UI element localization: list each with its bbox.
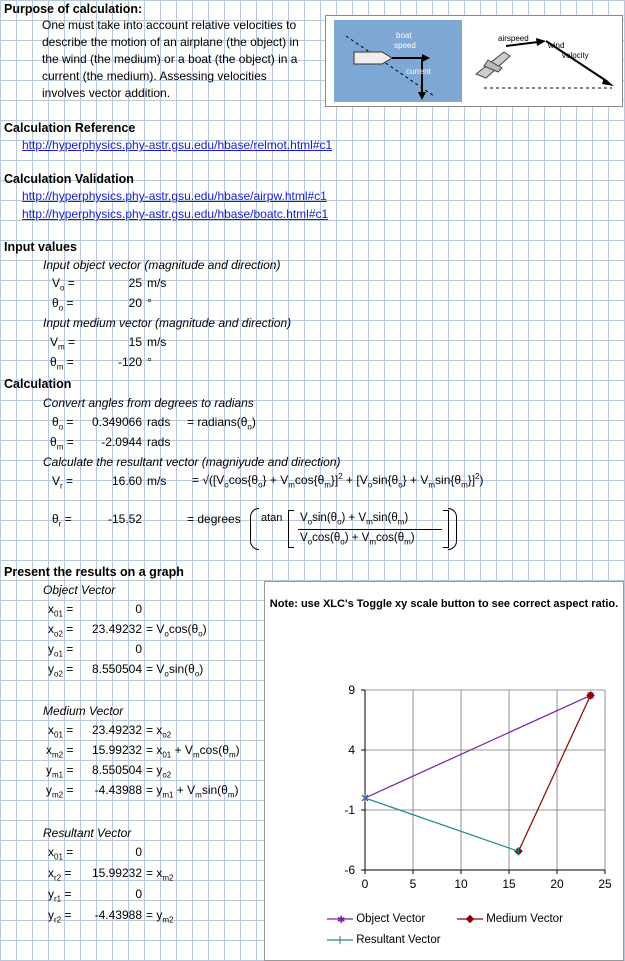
convert-caption: Convert angles from degrees to radians — [43, 396, 254, 410]
x-tick-label-4: 20 — [550, 877, 564, 891]
validation-link-boatc[interactable]: http://hyperphysics.phy-astr.gsu.edu/hbase/boatc.html#c1 — [22, 207, 329, 221]
purpose-title: Purpose of calculation: — [4, 2, 143, 16]
series-line-1 — [519, 695, 591, 851]
med-ym2-label: $y_{m2}$ = — [46, 783, 74, 800]
res-yr1-label: $y_{r1}$ = — [48, 887, 72, 904]
purpose-text: One must take into account relative velocities to describe the motion of an airplane (the object) in the wind (the medium) or a boat (the object) in a current (the medium). Assessing velocities involves vector addition. — [42, 18, 299, 100]
chart-series — [362, 691, 595, 855]
legend-medium-swatch — [457, 914, 483, 924]
reference-title: Calculation Reference — [4, 121, 136, 135]
obj-yo2-value: 8.550504 — [91, 662, 142, 676]
series-line-2 — [365, 798, 519, 851]
x-tick-label-5: 25 — [598, 877, 612, 891]
theta-o-rad-value: 0.349066 — [91, 415, 142, 429]
y-tick-label-2: -1 — [344, 803, 355, 817]
vr-label: $V_r$ = — [52, 474, 74, 491]
current-label: current — [406, 67, 431, 76]
chart-ticks — [344, 683, 612, 891]
chart-note: Note: use XLC's Toggle xy scale button to see correct aspect ratio. — [269, 598, 619, 610]
calculation-title: Calculation — [4, 377, 72, 391]
formula-open-bracket — [288, 510, 294, 548]
res-yr2-label: $y_{r2}$ = — [48, 908, 72, 925]
vr-unit: m/s — [147, 474, 167, 488]
med-ym2-value: -4.43988 — [94, 783, 142, 797]
wind-label: wind — [548, 41, 565, 50]
obj-yo2-label: $y_{o2}$ = — [48, 662, 74, 679]
obj-x01-label: $x_{01}$ = — [48, 602, 74, 619]
legend-medium-vector — [457, 913, 563, 925]
legend-resultant-vector — [327, 934, 441, 946]
obj-yo1-value: 0 — [135, 642, 142, 656]
theta-m-rad-unit: rads — [147, 435, 171, 449]
med-x01-label: $x_{01}$ = — [48, 723, 74, 740]
theta-o-rad-unit: rads — [147, 415, 171, 429]
svg-text:✱: ✱ — [337, 914, 346, 924]
legend-medium-label: Medium Vector — [486, 913, 563, 925]
atan-label: atan — [261, 512, 283, 524]
med-xm2-label: $x_{m2}$ = — [46, 743, 74, 760]
theta-m-rad-label: $\theta_m$ = — [50, 435, 74, 452]
theta-o-label: $\theta_o$ = — [52, 296, 74, 313]
med-ym2-formula: = $y_{m1} + V_m\sin(\theta_m)$ — [146, 783, 239, 800]
vm-value: 15 — [128, 335, 142, 349]
object-vector-heading: Object Vector — [43, 583, 116, 597]
med-ym1-label: $y_{m1}$ = — [46, 763, 74, 780]
obj-xo2-label: $x_{o2}$ = — [48, 622, 74, 639]
validation-title: Calculation Validation — [4, 172, 134, 186]
theta-o-rad-label: $\theta_o$ = — [52, 415, 74, 432]
obj-xo2-value: 23.49232 — [91, 622, 142, 636]
obj-x01-value: 0 — [135, 602, 142, 616]
obj-xo2-formula: = $V_o\cos(\theta_o)$ — [146, 622, 207, 639]
res-yr1-value: 0 — [135, 887, 142, 901]
chart-grid — [365, 690, 605, 870]
obj-yo2-formula: = $V_o\sin(\theta_o)$ — [146, 662, 204, 679]
x-tick-label-3: 15 — [502, 877, 516, 891]
theta-m-label: $\theta_m$ = — [50, 355, 74, 372]
velocity-label: velocity — [562, 51, 589, 60]
med-ym1-value: 8.550504 — [91, 763, 142, 777]
fraction-bar — [298, 529, 442, 530]
radians-formula: = $radians(\theta_o)$ — [187, 415, 256, 432]
medium-vector-caption: Input medium vector (magnitude and direction) — [43, 316, 292, 330]
boat-label: boat — [396, 31, 412, 40]
legend-resultant-label: Resultant Vector — [356, 934, 441, 946]
obj-yo1-label: $y_{o1}$ = — [48, 642, 74, 659]
vo-label: $V_o$ = — [52, 276, 75, 293]
vm-label: $V_m$ = — [50, 335, 76, 352]
vo-unit: m/s — [147, 276, 167, 290]
res-x01-value: 0 — [135, 845, 142, 859]
res-xr2-formula: = $x_{m2}$ — [146, 866, 174, 883]
illustration — [325, 15, 623, 107]
med-ym1-formula: = $y_{o2}$ — [146, 763, 172, 780]
res-xr2-label: $x_{r2}$ = — [48, 866, 72, 883]
med-x01-formula: = $x_{o2}$ — [146, 723, 172, 740]
atan-numerator: $V_o\sin(\theta_o) + V_m\sin(\theta_m)$ — [300, 512, 409, 527]
airspeed-label: airspeed — [498, 34, 529, 43]
y-tick-label-3: -6 — [344, 863, 355, 877]
x-tick-label-1: 5 — [409, 877, 417, 891]
res-xr2-value: 15.99232 — [91, 866, 142, 880]
vm-unit: m/s — [147, 335, 167, 349]
med-xm2-formula: = $x_{01} + V_m\cos(\theta_m)$ — [146, 743, 240, 760]
theta-o-value: 20 — [128, 296, 142, 310]
illustration-svg — [326, 16, 622, 106]
resultant-vector-heading: Resultant Vector — [43, 826, 132, 840]
speed-label: speed — [394, 41, 416, 50]
object-vector-caption: Input object vector (magnitude and direction) — [43, 258, 281, 272]
med-xm2-value: 15.99232 — [91, 743, 142, 757]
legend-object-label: Object Vector — [356, 913, 426, 925]
theta-r-label: $\theta_r$ = — [52, 512, 72, 529]
inputs-title: Input values — [4, 240, 77, 254]
res-x01-label: $x_{01}$ = — [48, 845, 74, 862]
vector-chart[interactable] — [264, 581, 624, 961]
y-tick-label-0: 9 — [348, 683, 355, 697]
res-yr2-value: -4.43988 — [94, 908, 142, 922]
vo-value: 25 — [128, 276, 142, 290]
y-tick-label-1: 4 — [348, 743, 355, 757]
vr-value: 16.60 — [111, 474, 142, 488]
atan-denominator: $V_o\cos(\theta_o) + V_m\cos(\theta_m)$ — [300, 532, 415, 547]
legend-resultant-swatch — [327, 935, 353, 945]
formula-close-paren — [448, 508, 457, 550]
medium-vector-heading: Medium Vector — [43, 704, 124, 718]
degrees-prefix: = degrees — [187, 512, 241, 526]
theta-m-rad-value: -2.0944 — [101, 435, 142, 449]
formula-open-paren — [250, 508, 259, 550]
x-tick-label-0: 0 — [361, 877, 369, 891]
theta-r-value: -15.52 — [107, 512, 142, 526]
theta-m-value: -120 — [117, 355, 142, 369]
legend-object-swatch — [327, 914, 353, 924]
med-x01-value: 23.49232 — [91, 723, 142, 737]
validation-link-airpw[interactable]: http://hyperphysics.phy-astr.gsu.edu/hbase/airpw.html#c1 — [22, 189, 327, 203]
reference-link[interactable]: http://hyperphysics.phy-astr.gsu.edu/hbase/relmot.html#c1 — [22, 138, 333, 152]
res-yr2-formula: = $y_{m2}$ — [146, 908, 174, 925]
legend-object-vector — [327, 913, 425, 925]
theta-o-unit: ° — [147, 296, 152, 310]
vr-formula: = $√([V_o\cos\{\theta_o\} + V_m\cos\{\theta_m\}]^2 + [V_o\sin\{\theta_o\} + V_m\sin\{\theta_m\}]^2)$ — [192, 472, 484, 490]
chart-plot — [265, 652, 623, 952]
theta-m-unit: ° — [147, 355, 152, 369]
resultant-caption: Calculate the resultant vector (magniyude and direction) — [43, 455, 341, 469]
x-tick-label-2: 10 — [454, 877, 468, 891]
graph-section-title: Present the results on a graph — [4, 565, 184, 579]
